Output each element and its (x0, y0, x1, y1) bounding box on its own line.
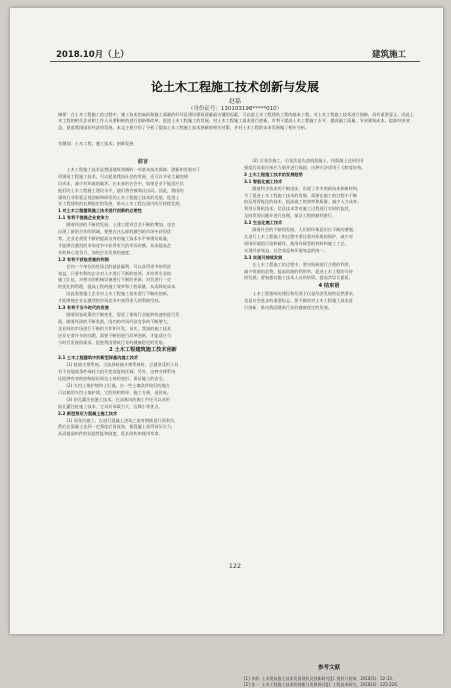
keywords: 关键词：土木工程；施工技术；创新发展 (58, 141, 134, 146)
body-line: 为了促进土木工程施工技术的发展，需要在施工的过程中不断 (244, 192, 358, 198)
body-line: 任何一个单位的性质目的就是赢利，可以获得更多的经济 (58, 263, 172, 269)
body-line: 出现了新的合作的领域，要想在这么样的激烈的市场中获得优 (58, 229, 172, 235)
body-line: 然后在混凝土达到一定强度后再放张，使混凝土获得预压应力， (58, 424, 176, 430)
body-line: 今时代发展的需求，促进我国建筑行业的健康稳定的发展。 (58, 339, 167, 345)
body-line: 业的核心竞争力，加快企业发展的速度。 (58, 249, 134, 255)
page-number: 122 (228, 562, 242, 570)
section-heading: 1.1 有利于提高企业竞争力 (58, 215, 109, 221)
body-line: 实现经济效益、社会效益和环境效益的统一。 (244, 247, 328, 253)
body-line: 还能够有效的控制基坑周边土体的变形，保证施工的安全。 (58, 376, 167, 382)
section-heading: 3 土木工程施工技术的发展趋势 (244, 171, 303, 177)
right-column (244, 158, 414, 550)
body-line: 设成本，减少对环境的破坏。在未来的社会中，如果企业不能适应其 (58, 180, 184, 186)
body-line: 企业间的市场进行不断的合作和开发。首先，我国的施工技术 (58, 325, 172, 331)
body-line: (1) 预张拉施工。在进行混凝土浇筑之前对钢筋进行预张拉， (58, 417, 179, 423)
header-rule (50, 61, 420, 62)
body-line: 还存在着许多的问题，需要不断的进行改革创新，才能适应当 (58, 332, 172, 338)
section-heading: 1.3 有利于当今时代的发展 (58, 305, 109, 311)
body-line: 在土木工程施工的过程中，要对资源进行合理的利用， (244, 261, 353, 267)
body-line: 可以使用支挡土墙护坡，它的结构简单、施工方便，造价低。 (58, 389, 172, 395)
body-line: 展，随着经济的不断发展，国内的市场经济竞争的不断增大， (58, 318, 172, 324)
body-line: 因此需要施工企业对土木工程施工技术进行不断的创新， (58, 291, 172, 297)
body-line: 建筑行业需要正视创新和研发的土木工程施工技术的发展，促进土 (58, 194, 180, 200)
body-line: 在进行土木工程施工的过程中要注重对环境的保护，减少对 (244, 233, 353, 239)
section-heading: 3.1 智能化施工技术 (244, 178, 283, 184)
body-line: 才能够在激烈的市场竞争中获得更大的市场份额，从而提高企 (58, 242, 172, 248)
section-heading: 2 土木工程建筑施工技术创新 (109, 347, 177, 354)
body-line: 强度后再张拉预应力筋并进行锚固，这种方法适用于大跨度结构。 (244, 164, 366, 170)
body-line: 随着科学技术的不断进步，出现了许多的新技术和新材料， (244, 185, 362, 191)
body-line: 随着国家政策的不断变化，促进了建筑行业能够快速的进行发 (58, 311, 180, 317)
body-line: 土木工程建筑的建设和发展不仅是经济发展的必然要求， (244, 291, 358, 297)
abstract: 摘要：在土木工程施工的过程中，施工技术的高低和施工质量的好坏是建设建筑质量最关键的因素，可以说土木工程建筑工程的基本工程。对土木工程施工技术进行创新，具有重要意义。因此土木工程的相关企业和工作人员要积极的进行创新和改革，促进土木工程施工的发展。对土木工程施工技术进行创新，有利于提高土木工程施工水平，提高施工质量，节省建筑成本，提高经济效益，促进我国国民经济的发展。本文主要介绍了分析了提高土木工程施工技术创新的相关对策，并对土木工程的未来发展做了相应分析。 (58, 112, 414, 130)
body-line: 续发展。要加强对施工技术人员的培训，提高其综合素质。 (244, 275, 353, 281)
body-line: 钻孔灌注桩施工技术，它具有承载力大、沉降小等优点。 (58, 403, 163, 409)
body-line: (3) 钻孔灌注桩施工技术。在深基坑的施工中还可以采用 (58, 396, 170, 402)
author-name: 赵磊 (228, 98, 241, 105)
left-column (58, 158, 228, 550)
body-line: 效益，只要有利的企业对人才进行不断的培养，并培养专业的 (58, 270, 172, 276)
body-line: 施工队伍，对相关的机械设备进行不断的更新，对其进行一定 (58, 277, 172, 283)
body-line: 从而提高构件的抗裂性能和刚度，延长结构的使用寿命。 (58, 431, 163, 437)
article-title: 论土木工程施工技术创新与发展 (150, 80, 319, 94)
issue-label: 2018.10月（上） (56, 50, 129, 60)
section-heading: 1.2 有利于获取更高的利润 (58, 256, 109, 262)
section-heading: 3.2 生态化施工技术 (244, 220, 283, 226)
body-line: 木工程建筑的长期稳定的发展，推动土木工程在国内的可持续发展。 (58, 201, 184, 207)
reference-item: [2] 张一. 土木工程施工技术的创新与发展探讨[J]. 工程技术研究，2018(3)：225-226. (244, 682, 399, 687)
body-line: 行创新，推动我国建筑行业的健康稳定的发展。 (244, 305, 332, 311)
reference-item: [1] 李勇. 土木建筑施工技术发展现状及创新研究[J]. 建材与装饰，2018(5)：32-33. (244, 676, 394, 681)
body-line: 势，企业必须要不断的提高自身的施工技术水平和建设质量， (58, 235, 172, 241)
body-line: 有不良地质条件或较大的开挖深度的区域。另外，这种支撑系统 (58, 369, 176, 375)
body-line: 才能够使企业在激烈的市场竞争中获得更大的利润空间。 (58, 298, 163, 304)
body-line: 的运用智能化的技术，提高施工的效率和质量，减少人力成本。 (244, 199, 362, 205)
section-heading: 1 对土木工程建筑施工技术进行创新的必要性 (58, 208, 142, 214)
author-id: （身份证号：130103198*****010） (187, 106, 283, 112)
body-line: (1) 桩锚支撑系统。当选择桩锚支撑系统时，它通常适用于具 (58, 362, 179, 368)
body-line: 的优化和管理，提高工程的施工效率和工程质量，从而降低成本。 (58, 284, 180, 290)
references-heading: 参考文献 (317, 665, 340, 671)
section-heading: 3.3 实现可持续发展 (244, 254, 283, 260)
section-label: 建筑施工 (372, 50, 407, 60)
body-line: 周围环境的污染和破坏，使用环保型的材料和施工工艺， (244, 240, 349, 246)
section-heading: 4 结束语 (318, 283, 340, 290)
body-line: 随着社会的不断的发展，人们的环保意识在不断的增强， (244, 227, 358, 233)
section-heading: 2.1 土木工程建筑中的新型深基坑施工技术 (58, 355, 139, 361)
references-list (244, 676, 414, 688)
body-line: (2) 后张法施工。后张法是先浇筑混凝土，待混凝土达到设计 (244, 158, 365, 163)
body-line: 土木工程施工技术是我国建筑领域的一项基本技术保障，创新和发展对于 (58, 166, 201, 172)
body-line: (2) 支挡土墙护坡和土钉墙。在一些土壤条件较好的地方 (58, 383, 170, 388)
section-heading: 2.2 新型预应力混凝土施工技术 (58, 410, 118, 416)
body-line: 随着经济的不断的发展，土建工程项目会不断的增加，也会 (58, 222, 176, 228)
body-line: 他们的土木工程施工建设水平，他们将会被淘汰出局。因此，我国的 (58, 187, 184, 193)
section-heading: 前言 (137, 159, 149, 165)
journal-page (10, 8, 443, 687)
body-line: 利用计算机技术、信息技术等对施工过程进行实时的监控， (244, 206, 353, 212)
body-line: 用建筑工程施工技术，可以促进我国社会的发展，还可以节省大量的建 (58, 173, 188, 179)
body-line: 及时发现问题并进行处理，保证工程的顺利进行。 (244, 213, 337, 219)
body-line: 也是社会进步的重要标志。要不断的对土木工程施工技术进 (244, 298, 353, 304)
body-line: 减少资源的浪费，提高资源的利用率，促进土木工程的可持 (244, 268, 353, 274)
